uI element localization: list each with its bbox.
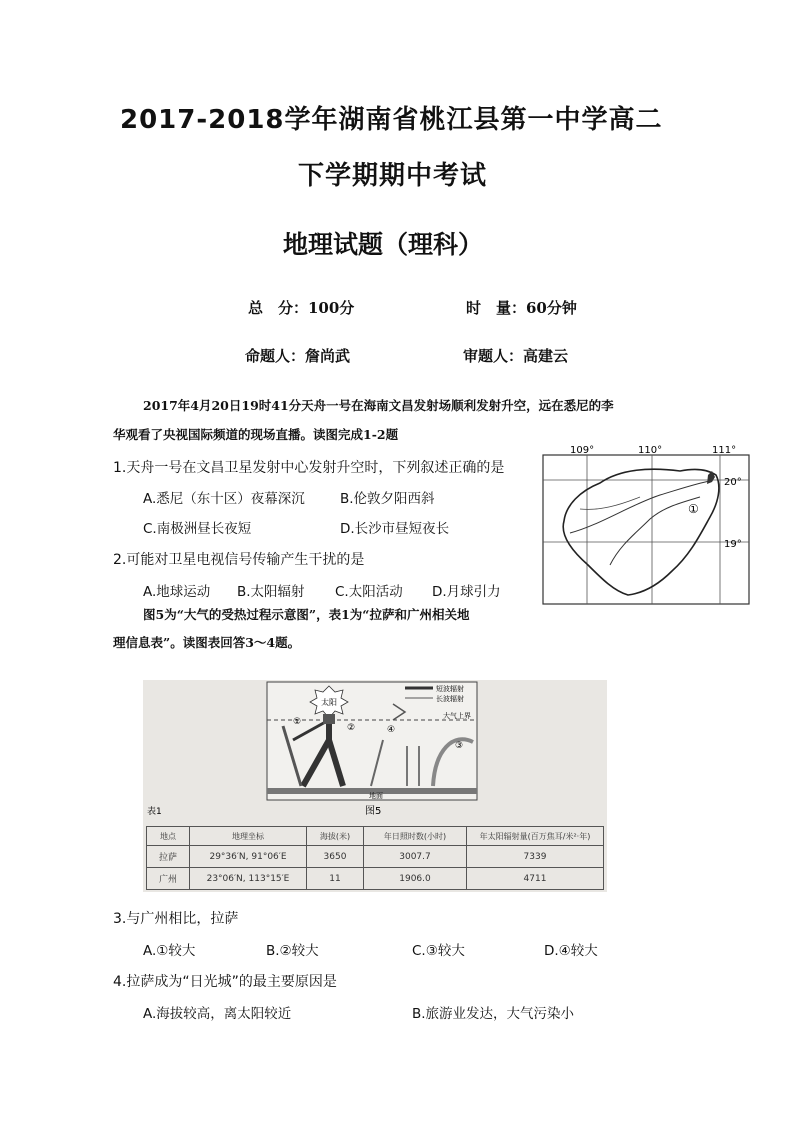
legend-long: 长波辐射 — [436, 695, 464, 703]
table-header: 地理坐标 — [190, 827, 307, 846]
q1-option-d: D.长沙市昼短夜长 — [340, 521, 450, 537]
q3-option-c: C.③较大 — [412, 943, 465, 959]
title-line2: 下学期期中考试 — [298, 161, 488, 191]
table1 — [146, 826, 604, 890]
lon-label-110: 110° — [638, 445, 663, 456]
q3-option-a: A.①较大 — [143, 943, 196, 959]
subject-title: 地理试题（理科） — [283, 230, 484, 259]
q2-option-b: B.太阳辐射 — [237, 584, 305, 600]
table-header: 年太阳辐射量(百万焦耳/米²·年) — [467, 827, 604, 846]
q4-option-b: B.旅游业发达，大气污染小 — [412, 1006, 575, 1022]
q1-option-c: C.南极洲昼长夜短 — [143, 521, 252, 537]
marker-2: ② — [347, 723, 356, 733]
lon-label-111: 111° — [712, 445, 737, 456]
table-cell: 3007.7 — [364, 846, 467, 868]
table-cell: 29°36′N, 91°06′E — [190, 846, 307, 868]
hainan-map — [540, 445, 754, 607]
marker-1: ① — [293, 717, 302, 727]
atmos-label: 大气上界 — [443, 712, 471, 720]
table-cell: 拉萨 — [147, 846, 190, 868]
q2-stem: 2.可能对卫星电视信号传输产生干扰的是 — [113, 552, 365, 568]
q2-option-a: A.地球运动 — [143, 584, 211, 600]
intro1-line2: 华观看了央视国际频道的现场直播。读图完成1-2题 — [113, 427, 399, 442]
q4-option-a: A.海拔较高，离太阳较近 — [143, 1006, 292, 1022]
figure5-photo — [143, 680, 607, 892]
marker-3: ③ — [455, 741, 464, 751]
lat-label-19: 19° — [724, 539, 742, 550]
table-header: 年日照时数(小时) — [364, 827, 467, 846]
table-cell: 3650 — [307, 846, 364, 868]
ground-label: 地面 — [369, 792, 383, 800]
table-cell: 4711 — [467, 868, 604, 890]
table-label: 表1 — [147, 807, 162, 817]
reviewer: 审题人：高建云 — [463, 347, 569, 365]
lon-label-109: 109° — [570, 445, 595, 456]
table-header: 海拔(米) — [307, 827, 364, 846]
q3-option-b: B.②较大 — [266, 943, 319, 959]
q4-stem: 4.拉萨成为“日光城”的最主要原因是 — [113, 974, 337, 990]
legend-short: 短波辐射 — [436, 685, 464, 693]
q1-option-a: A.悉尼（东十区）夜幕深沉 — [143, 491, 305, 507]
table-row — [147, 846, 604, 868]
time-limit: 时 量：60分钟 — [466, 299, 577, 317]
table-header: 地点 — [147, 827, 190, 846]
intro1-line1: 2017年4月20日19时41分天舟一号在海南文昌发射场顺利发射升空，远在悉尼的李 — [143, 398, 614, 413]
table-cell: 广州 — [147, 868, 190, 890]
q1-option-b: B.伦敦夕阳西斜 — [340, 491, 435, 507]
table-row — [147, 868, 604, 890]
q2-option-c: C.太阳活动 — [335, 584, 403, 600]
total-score: 总 分：100分 — [248, 299, 355, 317]
q3-stem: 3.与广州相比，拉萨 — [113, 911, 239, 927]
q3-option-d: D.④较大 — [544, 943, 598, 959]
table-cell: 7339 — [467, 846, 604, 868]
lat-label-20: 20° — [724, 477, 742, 488]
title-line1: 2017-2018学年湖南省桃江县第一中学高二 — [120, 105, 663, 135]
q2-option-d: D.月球引力 — [432, 584, 501, 600]
table-cell: 23°06′N, 113°15′E — [190, 868, 307, 890]
intro2-line1: 图5为“大气的受热过程示意图”，表1为“拉萨和广州相关地 — [143, 607, 470, 622]
q1-stem: 1.天舟一号在文昌卫星发射中心发射升空时，下列叙述正确的是 — [113, 460, 505, 476]
map-marker: ① — [688, 502, 699, 516]
table-cell: 1906.0 — [364, 868, 467, 890]
author: 命题人：詹尚武 — [245, 347, 351, 365]
table-cell: 11 — [307, 868, 364, 890]
sun-label: 太阳 — [321, 698, 337, 707]
sun-icon — [310, 686, 348, 718]
marker-4: ④ — [387, 725, 396, 735]
figure-caption: 图5 — [365, 806, 382, 817]
intro2-line2: 理信息表”。读图表回答3～4题。 — [113, 635, 301, 650]
table-header-row — [147, 827, 604, 846]
